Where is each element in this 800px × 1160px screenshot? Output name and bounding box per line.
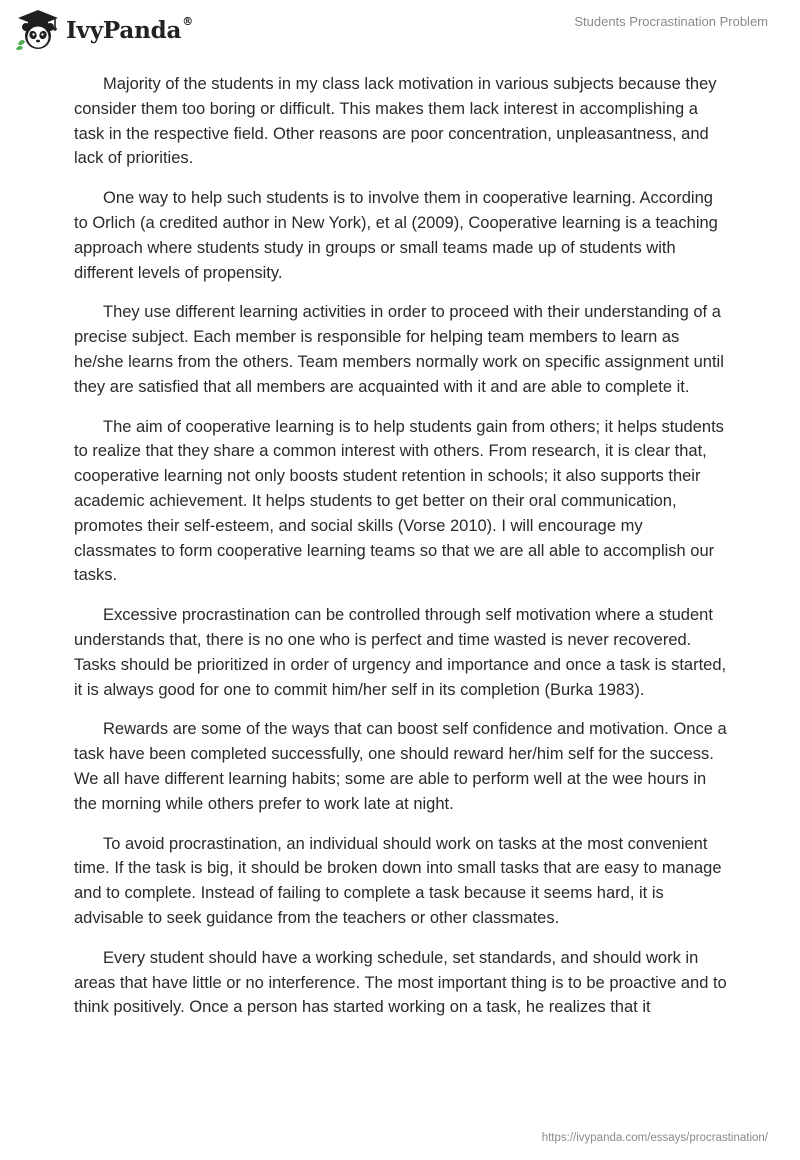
ivypanda-logo[interactable] [14, 8, 193, 52]
page-header [0, 0, 800, 60]
brand-name-text: IvyPanda [66, 16, 182, 44]
panda-graduation-cap-icon [14, 8, 62, 52]
paragraph: To avoid procrastination, an individual should work on tasks at the most convenient time. If the task is big, it should be broken down into small tasks that are easy to manage and to complete. Instead of failing to complete a task because it seems hard, it is advisable to seek guidance from the teachers or other classmates. [74, 834, 722, 927]
paragraph: They use different learning activities in order to proceed with their understanding of a precise subject. Each member is responsible for helping team members to learn as he/she learns from the others. Team members normally work on specific assignment until they are satisfied that all members are acquainted with it and are able to complete it. [74, 303, 724, 396]
source-url[interactable]: https://ivypanda.com/essays/procrastination/ [541, 1132, 768, 1144]
registered-mark: ® [182, 14, 193, 28]
paragraph: Majority of the students in my class lack motivation in various subjects because they consider them too boring or difficult. This makes them lack interest in accomplishing a task in the respective field. Other reasons are poor concentration, unpleasantness, and lack of priorities. [74, 75, 717, 168]
brand-name [66, 14, 193, 44]
paragraph: Excessive procrastination can be controlled through self motivation where a student understands that, there is no one who is perfect and time wasted is never recovered. Tasks should be prioritized in order of urgency and importance and once a task is started, it is always good for one to commit him/her self in its completion (Burka 1983). [74, 606, 727, 699]
paragraph: Rewards are some of the ways that can boost self confidence and motivation. Once a task have been completed successfully, one should reward her/him self for the success. We all have different learning habits; some are able to perform well at the wee hours in the morning while others prefer to work late at night. [74, 720, 727, 813]
paragraph: Every student should have a working schedule, set standards, and should work in areas that have little or no interference. The most important thing is to be proactive and to think positively. Once a person has started working on a task, he realizes that it [74, 948, 727, 1017]
paragraph: The aim of cooperative learning is to help students gain from others; it helps students to realize that they share a common interest with others. From research, it is clear that, cooperative learning not only boosts student retention in schools; it also supports their academic achievement. It helps students to get better on their oral communication, promotes their self-esteem, and social skills (Vorse 2010). I will encourage my classmates to form cooperative learning teams so that we are all able to accomplish our tasks. [74, 417, 724, 585]
essay-body [74, 72, 728, 1035]
document-title: Students Procrastination Problem [574, 14, 768, 29]
paragraph: One way to help such students is to involve them in cooperative learning. According to Orlich (a credited author in New York), et al (2009), Cooperative learning is a teaching approach where students study in groups or small teams made up of students with different levels of propensity. [74, 189, 718, 282]
